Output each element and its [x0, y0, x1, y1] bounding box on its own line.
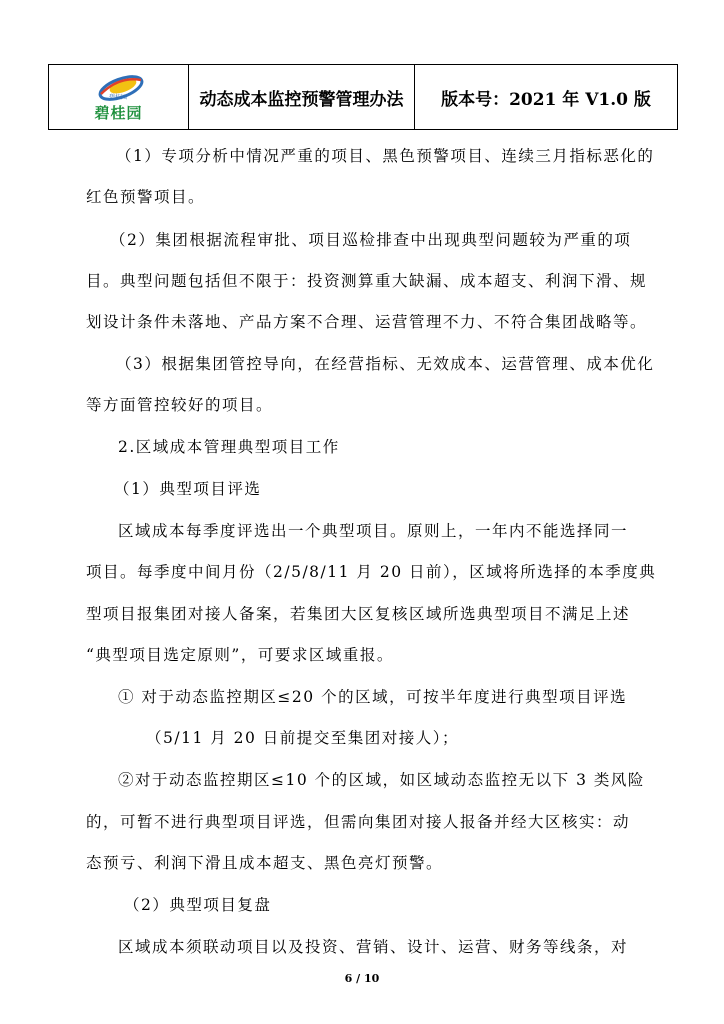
paragraph-line: 区域成本每季度评选出一个典型项目。原则上，一年内不能选择同一 — [118, 522, 629, 540]
paragraph-line: 的，可暂不进行典型项目评选，但需向集团对接人报备并经大区核实：动 — [86, 813, 631, 831]
logo-text: 碧桂园 — [94, 103, 143, 122]
logo-small-text: 碧桂园 — [108, 93, 127, 101]
subsection-heading: （1）典型项目评选 — [114, 480, 262, 498]
version-label: 版本号：2021 年 V1.0 版 — [441, 89, 651, 110]
paragraph-line: 区域成本须联动项目以及投资、营销、设计、运营、财务等线条，对 — [118, 938, 629, 956]
subsection-heading: （2）典型项目复盘 — [124, 896, 272, 914]
paragraph-line: 划设计条件未落地、产品方案不合理、运营管理不力、不符合集团战略等。 — [86, 313, 648, 331]
paragraph-line: （2）集团根据流程审批、项目巡检排查中出现典型问题较为严重的项 — [110, 231, 632, 249]
paragraph-line: 红色预警项目。 — [86, 188, 206, 206]
paragraph-line: 态预亏、利润下滑且成本超支、黑色亮灯预警。 — [86, 854, 444, 872]
paragraph-line: 型项目报集团对接人备案，若集团大区复核区域所选典型项目不满足上述 — [86, 605, 631, 623]
section-heading: 2.区域成本管理典型项目工作 — [118, 438, 340, 456]
paragraph-line: （3）根据集团管控导向，在经营指标、无效成本、运营管理、成本优化 — [116, 355, 655, 373]
paragraph-line: （1）专项分析中情况严重的项目、黑色预警项目、连续三月指标恶化的 — [116, 147, 655, 165]
page-number: 6 / 10 — [344, 972, 380, 985]
company-logo — [49, 65, 189, 129]
paragraph-line: 等方面管控较好的项目。 — [86, 396, 274, 414]
paragraph-line: ②对于动态监控期区≤10 个的区域，如区域动态监控无以下 3 类风险 — [118, 771, 645, 789]
document-title: 动态成本监控预警管理办法 — [189, 65, 415, 129]
document-header — [48, 64, 678, 130]
logo-emblem-icon — [89, 72, 149, 104]
paragraph-line: （5/11 月 20 日前提交至集团对接人）； — [146, 729, 460, 747]
paragraph-line: 项目。每季度中间月份（2/5/8/11 月 20 日前），区域将所选择的本季度典 — [86, 563, 657, 581]
paragraph-line: ① 对于动态监控期区≤20 个的区域，可按半年度进行典型项目评选 — [118, 688, 628, 706]
paragraph-line: “典型项目选定原则”，可要求区域重报。 — [86, 646, 394, 664]
paragraph-line: 目。典型问题包括但不限于：投资测算重大缺漏、成本超支、利润下滑、规 — [86, 272, 648, 290]
